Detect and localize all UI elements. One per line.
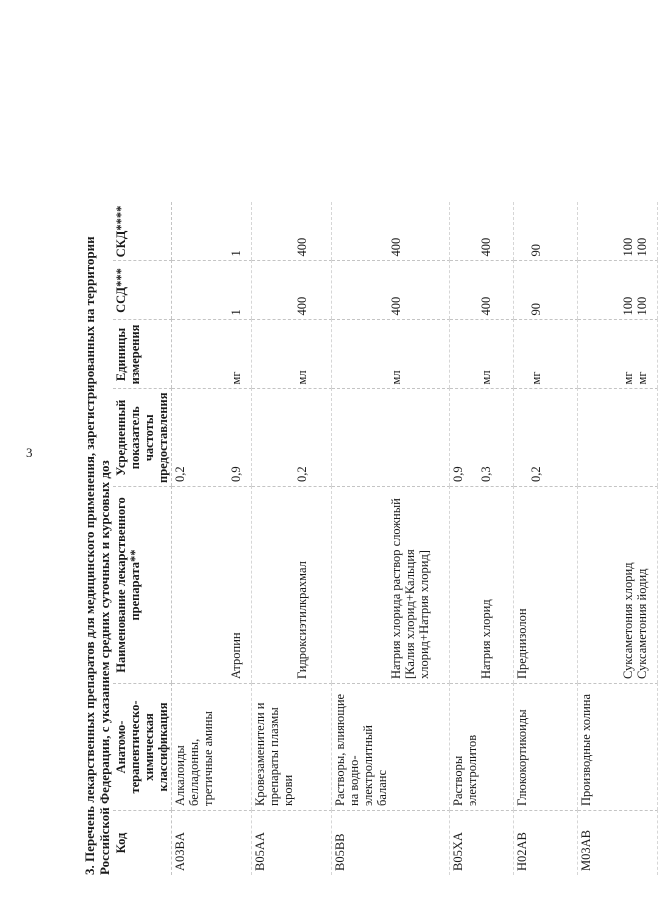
skd-value: 400: [295, 237, 309, 257]
row-ssd: [172, 261, 252, 320]
row-code: B05XA: [450, 811, 514, 876]
group-frequency: 0,2: [173, 466, 187, 482]
skd-value: 400: [389, 237, 403, 257]
unit-value: мг: [635, 371, 649, 385]
heading-line-2: Российской Федерации, с указанием средних суточных и курсовых доз: [97, 460, 112, 875]
table-row: [172, 202, 252, 875]
row-skd: [172, 202, 252, 261]
row-ssd: [332, 261, 450, 320]
page-number: 3: [26, 445, 33, 460]
row-skd: [578, 202, 658, 261]
row-skd: [450, 202, 514, 261]
table-header-row: [113, 202, 172, 875]
row-unit: [332, 320, 450, 389]
header-unit: Единицы измерения: [113, 320, 172, 389]
unit-value: мл: [295, 370, 309, 385]
unit-value: мг: [229, 371, 243, 385]
row-frequency: [332, 389, 450, 487]
drug-list-table: [113, 202, 658, 875]
ssd-value: 100: [621, 296, 635, 316]
row-frequency: [172, 389, 252, 487]
ssd-value: 100: [635, 296, 649, 316]
item-frequency: 0,3: [479, 466, 493, 482]
drug-name: Суксаметония йодид: [635, 568, 649, 679]
row-drug-name: [514, 487, 578, 684]
header-code: Код: [113, 811, 172, 876]
table-row: [252, 202, 332, 875]
row-drug-name: [332, 487, 450, 684]
drug-name: Гидроксиэтилкрахмал: [295, 561, 309, 679]
item-frequency: 0,2: [529, 466, 543, 482]
row-atc: Производные холина: [578, 684, 658, 811]
row-skd: [332, 202, 450, 261]
header-atc: Анатомо-терапевтическо-химическая классификация: [113, 684, 172, 811]
row-unit: [514, 320, 578, 389]
skd-value: 100: [635, 237, 649, 257]
row-unit: [578, 320, 658, 389]
header-ssd: ССД***: [113, 261, 172, 320]
header-skd: СКД****: [113, 202, 172, 261]
unit-value: мл: [389, 370, 403, 385]
group-frequency: 0,9: [451, 466, 465, 482]
row-code: B05AA: [252, 811, 332, 876]
row-drug-name: [172, 487, 252, 684]
table-row: [514, 202, 578, 875]
row-frequency: [514, 389, 578, 487]
row-code: A03BA: [172, 811, 252, 876]
skd-value: 1: [229, 250, 243, 257]
table-row: [332, 202, 450, 875]
table-row: [450, 202, 514, 875]
row-frequency: [578, 389, 658, 487]
unit-value: мг: [621, 371, 635, 385]
drug-name: Натрия хлорида раствор сложный [Калия хлорид+Кальция хлорид+Натрия хлорид]: [389, 498, 431, 679]
item-frequency: 0,2: [295, 466, 309, 482]
row-drug-name: [450, 487, 514, 684]
skd-value: 400: [479, 237, 493, 257]
row-ssd: [252, 261, 332, 320]
ssd-value: 400: [389, 296, 403, 316]
row-code: H02AB: [514, 811, 578, 876]
row-ssd: [514, 261, 578, 320]
row-drug-name: [578, 487, 658, 684]
header-frequency: Усредненный показатель частоты предоставления: [113, 389, 172, 487]
document-heading: [82, 55, 112, 875]
skd-value: 90: [529, 243, 543, 257]
row-ssd: [450, 261, 514, 320]
unit-value: мг: [529, 371, 543, 385]
row-skd: [252, 202, 332, 261]
unit-value: мл: [479, 370, 493, 385]
ssd-value: 400: [295, 296, 309, 316]
row-skd: [514, 202, 578, 261]
drug-name: Преднизолон: [515, 608, 529, 679]
row-ssd: [578, 261, 658, 320]
drug-name: Атропин: [229, 632, 243, 679]
ssd-value: 1: [229, 309, 243, 316]
ssd-value: 90: [529, 302, 543, 316]
ssd-value: 400: [479, 296, 493, 316]
row-atc: Глюкокортикоиды: [514, 684, 578, 811]
row-atc: Растворы, влияющие на водно-электролитный баланс: [332, 684, 450, 811]
row-atc: Растворы электролитов: [450, 684, 514, 811]
row-unit: [450, 320, 514, 389]
row-code: M03AB: [578, 811, 658, 876]
drug-name: Суксаметония хлорид: [621, 562, 635, 679]
row-frequency: [252, 389, 332, 487]
heading-line-1: 3. Перечень лекарственных препаратов для медицинского применения, зарегистрированных на территории: [82, 236, 97, 875]
skd-value: 100: [621, 237, 635, 257]
row-drug-name: [252, 487, 332, 684]
header-drug-name: Наименование лекарственного препарата**: [113, 487, 172, 684]
row-unit: [252, 320, 332, 389]
drug-name: Натрия хлорид: [479, 599, 493, 679]
table-row: [578, 202, 658, 875]
item-frequency: 0,9: [229, 466, 243, 482]
row-code: B05BB: [332, 811, 450, 876]
row-atc: Алкалоиды белладонны, третичные амины: [172, 684, 252, 811]
row-frequency: [450, 389, 514, 487]
row-unit: [172, 320, 252, 389]
row-atc: Кровезаменители и препараты плазмы крови: [252, 684, 332, 811]
